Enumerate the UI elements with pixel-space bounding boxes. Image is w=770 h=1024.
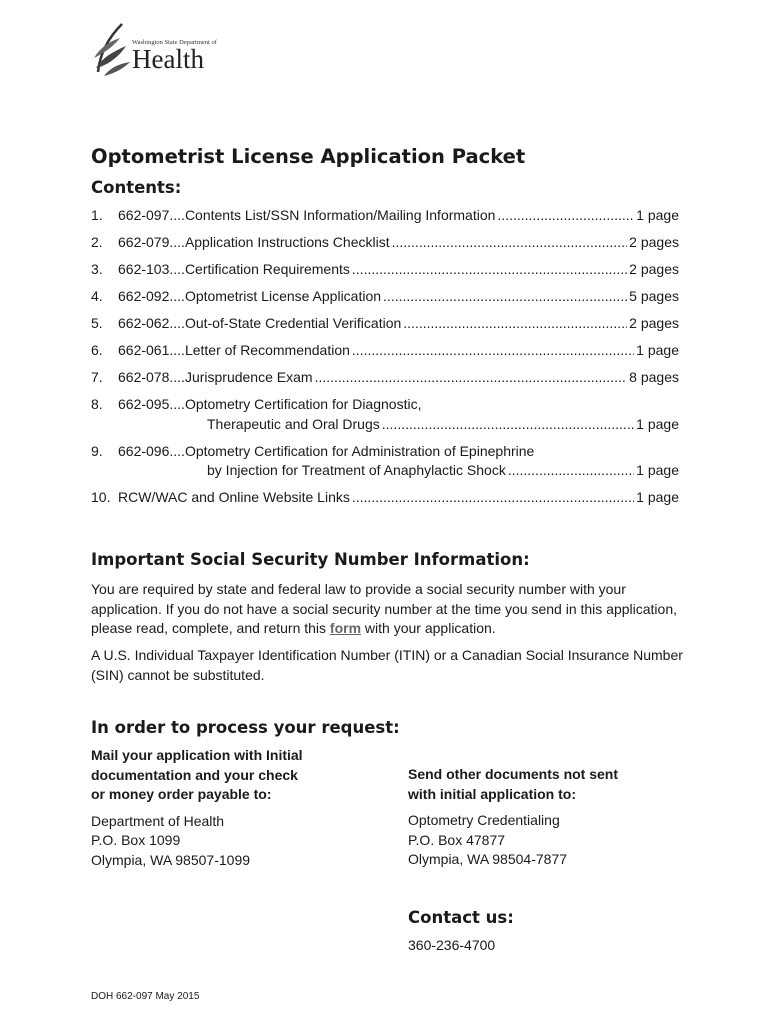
item-number: 5.	[91, 315, 103, 331]
item-number: 7.	[91, 369, 103, 385]
dot-leader	[497, 206, 634, 226]
item-number: 1.	[91, 207, 103, 223]
page-title: Optometrist License Application Packet	[91, 145, 526, 168]
item-text: 662-061....Letter of Recommendation	[118, 342, 350, 358]
list-item	[91, 395, 679, 434]
item-number: 10.	[91, 489, 111, 505]
ssn-text-after: with your application.	[361, 620, 496, 636]
other-documents-address	[408, 811, 708, 870]
item-text-continued: Therapeutic and Oral Drugs	[207, 415, 380, 432]
other-documents-line: Send other documents not sent	[408, 766, 619, 782]
item-pages: 5 pages	[629, 288, 679, 304]
item-number: 2.	[91, 234, 103, 250]
dot-leader	[352, 341, 634, 361]
logo-subtitle: Washington State Department of	[132, 39, 217, 46]
mail-instructions-line: documentation and your check	[91, 766, 298, 783]
list-item	[91, 206, 679, 226]
address-line: Department of Health	[91, 812, 225, 829]
item-text: 662-103....Certification Requirements	[118, 261, 350, 277]
list-item	[91, 260, 679, 280]
item-text: 662-062....Out-of-State Credential Verification	[118, 315, 402, 331]
dot-leader	[403, 314, 627, 334]
item-pages: 8 pages	[629, 369, 679, 385]
item-pages: 2 pages	[629, 261, 679, 277]
item-number: 3.	[91, 261, 103, 277]
item-pages: 1 page	[636, 342, 679, 358]
list-item	[91, 287, 679, 307]
form-footer-id: DOH 662-097 May 2015	[91, 991, 200, 1002]
item-pages: 1 page	[636, 207, 679, 223]
item-text: 662-078....Jurisprudence Exam	[118, 369, 313, 385]
item-text: RCW/WAC and Online Website Links	[118, 489, 350, 505]
list-item	[91, 442, 679, 481]
doh-leaf-icon	[92, 22, 132, 78]
ssn-paragraph-2: A U.S. Individual Taxpayer Identification Number (ITIN) or a Canadian Social Insurance Number (SIN) cannot be substituted.	[91, 647, 683, 683]
other-documents-line: with initial application to:	[408, 785, 576, 802]
contact-heading: Contact us:	[408, 908, 514, 927]
list-item	[91, 233, 679, 253]
address-line: P.O. Box 47877	[408, 831, 506, 848]
doh-logo	[92, 22, 217, 78]
dot-leader	[352, 488, 634, 508]
item-pages: 2 pages	[629, 234, 679, 250]
ssn-form-link[interactable]: form	[329, 620, 362, 636]
list-item	[91, 368, 679, 388]
item-text: 662-079....Application Instructions Checklist	[118, 234, 390, 250]
item-number: 8.	[91, 396, 103, 412]
ssn-paragraph-1	[91, 580, 691, 639]
dot-leader	[392, 233, 628, 253]
mail-application-column	[91, 746, 381, 870]
item-text: 662-095....Optometry Certification for Diagnostic,	[118, 396, 422, 412]
logo-name: Health	[132, 44, 204, 74]
ssn-heading: Important Social Security Number Information:	[91, 550, 530, 569]
address-line: Olympia, WA 98504-7877	[408, 851, 568, 867]
process-heading: In order to process your request:	[91, 718, 400, 737]
address-line: Optometry Credentialing	[408, 812, 560, 828]
item-number: 9.	[91, 442, 103, 459]
contents-heading: Contents:	[91, 178, 182, 197]
item-pages: 1 page	[636, 415, 679, 432]
item-pages: 1 page	[636, 462, 679, 478]
other-documents-column	[408, 765, 708, 870]
mail-address	[91, 812, 381, 871]
dot-leader	[383, 287, 627, 307]
mail-instructions-line: Mail your application with Initial	[91, 747, 303, 763]
item-text: 662-097....Contents List/SSN Information/Mailing Information	[118, 207, 496, 223]
mail-instructions	[91, 746, 381, 805]
item-text: 662-092....Optometrist License Application	[118, 288, 382, 304]
mail-instructions-line: or money order payable to:	[91, 786, 272, 802]
item-number: 6.	[91, 342, 103, 358]
contact-phone: 360-236-4700	[408, 937, 496, 953]
contents-list	[91, 206, 679, 515]
address-line: Olympia, WA 98507-1099	[91, 851, 251, 868]
item-text-continued: by Injection for Treatment of Anaphylactic Shock	[207, 462, 506, 478]
item-number: 4.	[91, 288, 103, 304]
list-item	[91, 314, 679, 334]
item-pages: 1 page	[636, 489, 679, 505]
ssn-text-before: You are required by state and federal law to provide a social security number with your application. If you do not have a social security number at the time you send in this application, please read, complete, and return this	[91, 581, 678, 636]
other-documents-instructions	[408, 765, 708, 804]
list-item	[91, 488, 679, 508]
dot-leader	[508, 461, 634, 481]
dot-leader	[315, 368, 628, 388]
dot-leader	[382, 415, 634, 435]
list-item	[91, 341, 679, 361]
dot-leader	[352, 260, 627, 280]
item-pages: 2 pages	[629, 315, 679, 331]
item-text: 662-096....Optometry Certification for Administration of Epinephrine	[118, 442, 535, 459]
address-line: P.O. Box 1099	[91, 832, 181, 848]
